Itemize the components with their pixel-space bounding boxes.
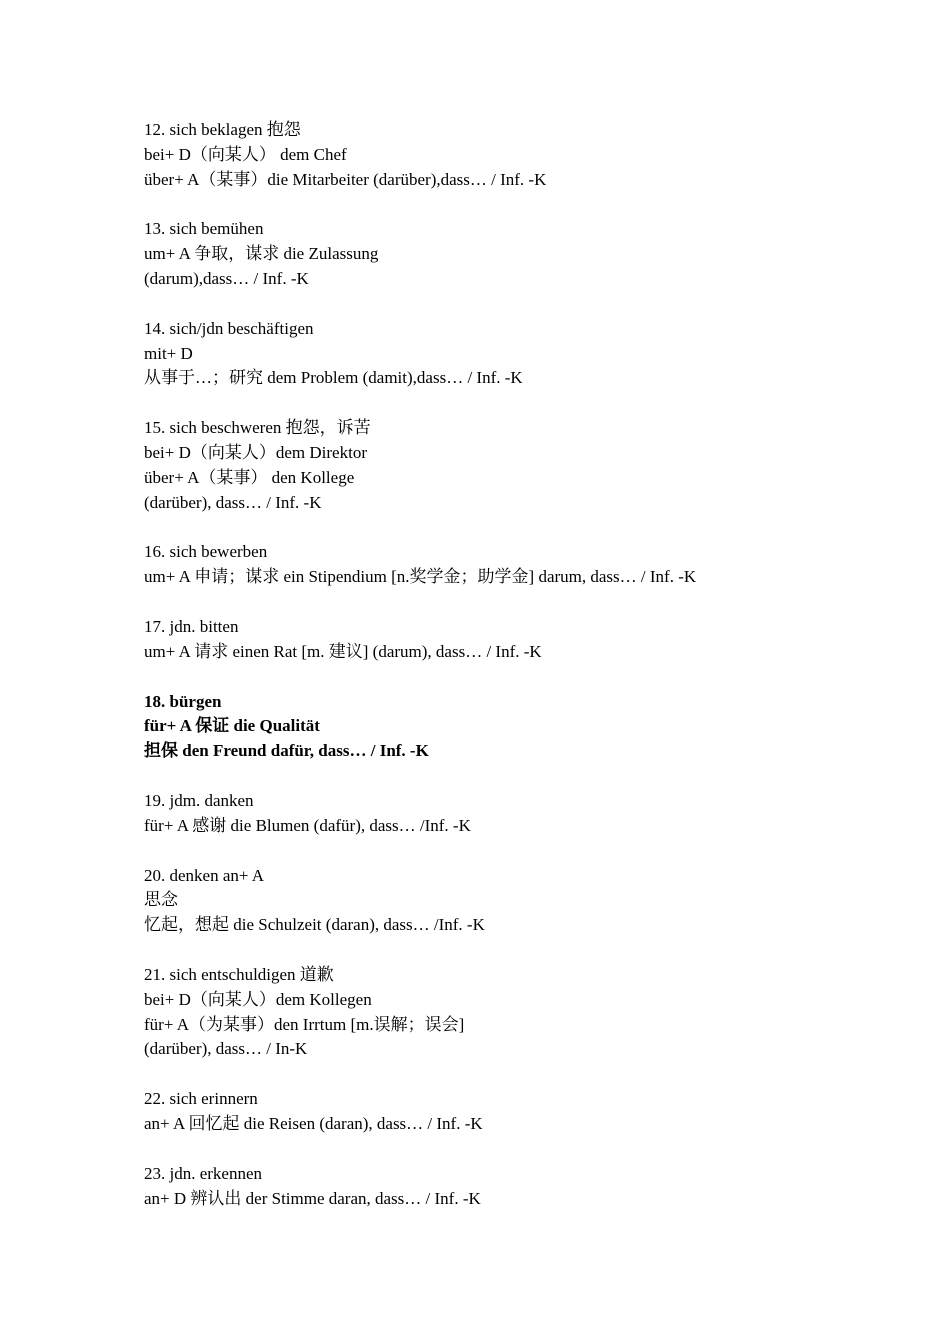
entry-heading: 17. jdn. bitten [144, 616, 239, 636]
entry-heading: 22. sich erinnern [144, 1089, 258, 1109]
entry-16 [144, 540, 924, 590]
entry-21 [144, 963, 924, 1062]
document-page [144, 118, 924, 1236]
entry-heading: 19. jdm. danken [144, 790, 254, 810]
entry-22 [144, 1087, 924, 1137]
entry-line: an+ D 辨认出 der Stimme daran, dass… / Inf. -K [144, 1188, 481, 1208]
entry-heading: 15. sich beschweren 抱怨，诉苦 [144, 418, 371, 438]
entry-heading: 14. sich/jdn beschäftigen [144, 318, 314, 338]
entry-line: (darüber), dass… / Inf. -K [144, 492, 322, 512]
entry-13 [144, 217, 924, 291]
entry-line: um+ A 争取，谋求 die Zulassung [144, 244, 379, 264]
entry-heading: 18. bürgen [144, 691, 222, 711]
entry-line: um+ A 申请；谋求 ein Stipendium [n.奖学金；助学金] darum, dass… / Inf. -K [144, 567, 697, 587]
entry-heading: 23. jdn. erkennen [144, 1163, 263, 1183]
entry-line: für+ A 感谢 die Blumen (dafür), dass… /Inf. -K [144, 815, 471, 835]
entry-line: um+ A 请求 einen Rat [m. 建议] (darum), dass… / Inf. -K [144, 641, 542, 661]
entry-heading: 13. sich bemühen [144, 219, 264, 239]
entry-15 [144, 416, 924, 515]
entry-line: 忆起，想起 die Schulzeit (daran), dass… /Inf. -K [144, 915, 485, 935]
entry-line: für+ A 保证 die Qualität [144, 716, 320, 736]
entry-12 [144, 118, 924, 192]
entry-line: an+ A 回忆起 die Reisen (daran), dass… / Inf. -K [144, 1113, 483, 1133]
entry-heading: 21. sich entschuldigen 道歉 [144, 964, 334, 984]
entry-line: mit+ D [144, 343, 193, 363]
entry-17 [144, 615, 924, 665]
entry-heading: 16. sich bewerben [144, 542, 268, 562]
entry-line: für+ A（为某事）den Irrtum [m.误解；误会] [144, 1014, 465, 1034]
entry-line: 思念 [144, 890, 178, 910]
entry-line: 从事于…；研究 dem Problem (damit),dass… / Inf. -K [144, 368, 523, 388]
entry-heading: 20. denken an+ A [144, 865, 265, 885]
entry-line: bei+ D（向某人） dem Chef [144, 144, 347, 164]
entry-line: bei+ D（向某人）dem Direktor [144, 442, 367, 462]
entry-18 [144, 690, 924, 764]
entry-23 [144, 1162, 924, 1212]
entry-line: über+ A（某事）die Mitarbeiter (darüber),dass… / Inf. -K [144, 169, 547, 189]
entry-line: (darum),dass… / Inf. -K [144, 268, 309, 288]
entry-line: bei+ D（向某人）dem Kollegen [144, 989, 372, 1009]
entry-line: (darüber), dass… / In-K [144, 1039, 308, 1059]
entry-14 [144, 317, 924, 391]
entry-20 [144, 864, 924, 938]
entry-line: über+ A（某事） den Kollege [144, 467, 355, 487]
entry-line: 担保 den Freund dafür, dass… / Inf. -K [144, 741, 429, 761]
entry-19 [144, 789, 924, 839]
entry-heading: 12. sich beklagen 抱怨 [144, 120, 301, 139]
